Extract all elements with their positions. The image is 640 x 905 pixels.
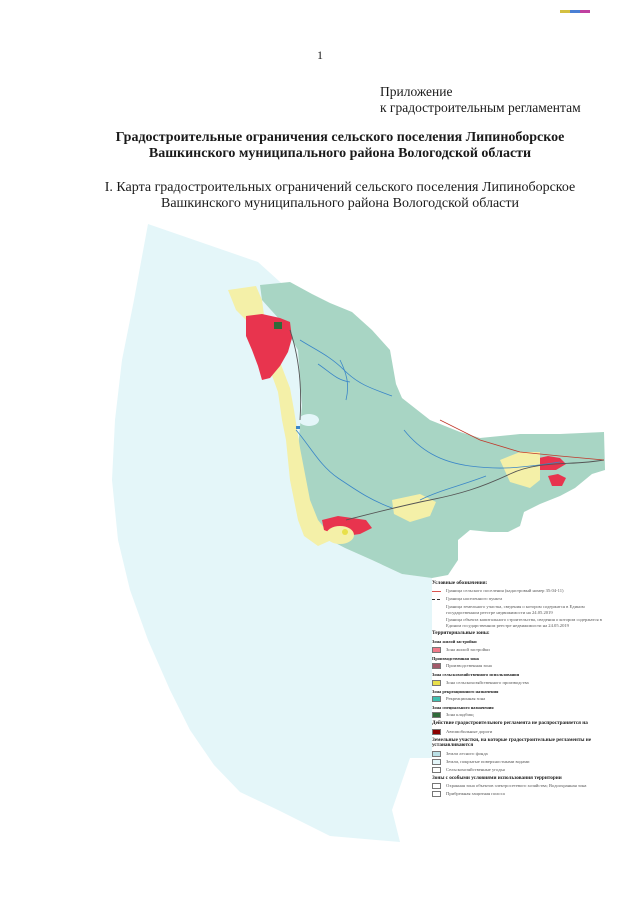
document-title bbox=[60, 130, 620, 162]
legend-row-text: Граница объекта капитального строительства, сведения о котором содержатся в Едином государственном реестре недвижимости на 24.05.2019 bbox=[446, 617, 602, 628]
zones-heading: Территориальные зоны: bbox=[432, 630, 490, 637]
legend-row bbox=[432, 588, 608, 594]
legend-row bbox=[432, 596, 608, 602]
zone-swatch bbox=[432, 712, 441, 718]
legend-empty-swatch bbox=[432, 617, 441, 623]
legend-row-text: Охранная зона объектов электросетевого хозяйства; Водоохранная зона bbox=[446, 783, 587, 789]
legend-row bbox=[432, 647, 608, 653]
zone-group-title: Производственная зона bbox=[432, 655, 479, 661]
legend-row bbox=[432, 783, 608, 789]
legend-row-text: Рекреационная зона bbox=[446, 696, 486, 702]
zone-swatch bbox=[432, 791, 441, 797]
legend-row bbox=[432, 617, 608, 628]
legend-row-text: Автомобильные дороги bbox=[446, 728, 493, 734]
legend-row bbox=[432, 712, 608, 718]
zone-swatch bbox=[432, 751, 441, 757]
subtitle-line-2: Вашкинского муниципального района Вологодской области bbox=[161, 196, 519, 211]
legend-row-text: Земли лесного фонда bbox=[446, 750, 488, 756]
legend-row-text: Зона кладбищ bbox=[446, 712, 474, 718]
legend-row bbox=[432, 696, 608, 702]
legend-row-text: Зона сельскохозяйственного производства bbox=[446, 679, 529, 685]
subtitle-line-1: I. Карта градостроительных ограничений сельского поселения Липиноборское bbox=[104, 180, 576, 195]
legend-dash-swatch bbox=[432, 596, 441, 602]
title-line-2: Вашкинского муниципального района Вологодской области bbox=[148, 146, 532, 161]
zone-group-title: Зона жилой застройки bbox=[432, 639, 477, 645]
legend-row-text: Сельскохозяйственные угодья bbox=[446, 766, 505, 772]
legend-row bbox=[432, 751, 608, 757]
zone-swatch bbox=[432, 680, 441, 686]
legend-row bbox=[432, 791, 608, 797]
legend-row-text: Производственная зона bbox=[446, 663, 492, 669]
zone-swatch bbox=[432, 783, 441, 789]
map-legend bbox=[432, 578, 608, 799]
appendix-caption bbox=[380, 84, 581, 116]
legend-row-text: Граница земельного участка, сведения о котором содержатся в Едином государственном реестре недвижимости на 24.05.2019 bbox=[446, 604, 585, 615]
zone-swatch bbox=[432, 729, 441, 735]
corner-mark bbox=[560, 0, 590, 3]
legend-row-text: Граница сельского поселения (кадастровый номер 35:04-11) bbox=[446, 588, 564, 594]
appendix-line-2: к градостроительным регламентам bbox=[380, 100, 581, 115]
legend-row-text: Зона жилой застройки bbox=[446, 646, 490, 652]
zone-swatch bbox=[432, 759, 441, 765]
zone-group-title: Зона специального назначения bbox=[432, 705, 494, 711]
water-facility bbox=[296, 426, 300, 429]
legend-line-swatch bbox=[432, 588, 441, 594]
special-heading: Зоны с особыми условиями использования территории bbox=[432, 774, 562, 781]
not-applied-heading: Действие градостроительного регламента не распространяется на bbox=[432, 720, 588, 727]
legend-row bbox=[432, 604, 608, 615]
zone-group-title: Зона рекреационного назначения bbox=[432, 688, 499, 694]
appendix-line-1: Приложение bbox=[380, 84, 453, 99]
legend-row-text: Граница населенного пункта bbox=[446, 596, 503, 602]
legend-row bbox=[432, 767, 608, 773]
legend-row bbox=[432, 663, 608, 669]
not-set-heading: Земельные участки, на которые градостроительные регламенты не устанавливаются bbox=[432, 736, 592, 749]
zone-swatch bbox=[432, 767, 441, 773]
legend-empty-swatch bbox=[432, 604, 441, 610]
legend-row bbox=[432, 729, 608, 735]
zone-swatch bbox=[432, 696, 441, 702]
zone-group-title: Зона сельскохозяйственного использования bbox=[432, 672, 520, 678]
title-line-1: Градостроительные ограничения сельского поселения Липиноборское bbox=[115, 130, 565, 145]
legend-heading: Условные обозначения: bbox=[432, 580, 488, 586]
agri-south bbox=[326, 526, 354, 544]
zone-swatch bbox=[432, 663, 441, 669]
legend-row bbox=[432, 680, 608, 686]
forest-plot-north bbox=[274, 322, 282, 329]
legend-row-text: Прибрежная защитная полоса bbox=[446, 791, 505, 797]
legend-row bbox=[432, 759, 608, 765]
page-number: 1 bbox=[317, 48, 323, 62]
legend-row-text: Земли, покрытые поверхностными водами bbox=[446, 758, 530, 764]
pond-north bbox=[299, 414, 319, 426]
zone-swatch bbox=[432, 647, 441, 653]
cemetery-south bbox=[342, 529, 348, 535]
map-subtitle bbox=[60, 180, 620, 212]
